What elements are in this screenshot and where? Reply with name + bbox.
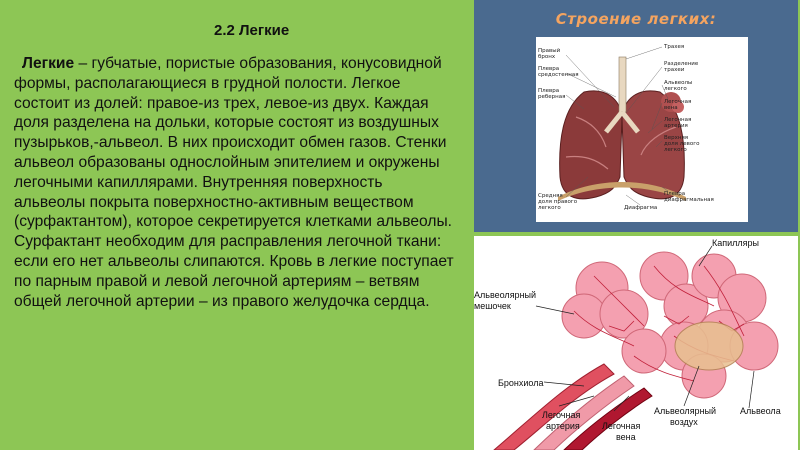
label-pulmonary-vein-top-2: вена bbox=[664, 105, 678, 111]
label-pulmonary-artery-top-2: артерия bbox=[664, 123, 688, 129]
lung-structure-figure bbox=[474, 0, 798, 232]
label-alveolar-sac-2: мешочек bbox=[474, 301, 511, 311]
figure-title: Строение легких: bbox=[555, 10, 717, 28]
label-middle-lobe: Средняя bbox=[538, 193, 563, 199]
section-heading: 2.2 Легкие bbox=[214, 22, 290, 39]
label-middle-lobe-3: легкого bbox=[538, 205, 561, 211]
label-mediastinal-pleura-2: средостенная bbox=[538, 72, 579, 78]
label-right-bronchus: Правый bbox=[538, 48, 561, 54]
label-costal-pleura: Плевра bbox=[538, 88, 560, 94]
label-alveolar-air: Альвеолярный bbox=[654, 406, 717, 416]
label-pulmonary-vein-2: вена bbox=[616, 432, 636, 442]
label-diaphragm: Диафрагма bbox=[624, 205, 658, 211]
label-alveoli: Альвеолы bbox=[664, 80, 693, 86]
label-trachea: Трахея bbox=[664, 44, 685, 50]
label-right-bronchus-2: бронх bbox=[538, 54, 556, 60]
lung-diagram-card bbox=[536, 37, 748, 222]
label-upper-lobe-2: доля левого bbox=[664, 141, 700, 147]
label-capillaries: Капилляры bbox=[712, 238, 759, 248]
label-upper-lobe: Верхняя bbox=[664, 135, 689, 141]
label-upper-lobe-3: легкого bbox=[664, 147, 687, 153]
label-pulmonary-artery-2: артерия bbox=[546, 421, 580, 431]
label-alveolar-sac: Альвеолярный bbox=[474, 290, 537, 300]
paragraph-term: Легкие bbox=[22, 55, 75, 72]
label-pulmonary-artery: Легочная bbox=[542, 410, 581, 420]
label-alveoli-2: легкого bbox=[664, 86, 687, 92]
paragraph-text: – губчатые, пористые образования, конусовидной формы, располагающиеся в грудной полости. Легкое состоит из долей: правое-из трех, левое-из двух. Каждая доля разделена на дольки, которые состоят из воздушных пузырьков,-альвеол. В них происходит обмен газов. Стенки альвеол образованы однослойным эпителием и окружены легочными капиллярами. Внутренняя поверхность альвеолы покрыта поверхностно-активным веществом (сурфактантом), которое секретируется клетками альвеолы. Сурфактант необходим для расправления легочной ткани: если его нет альвеолы слипаются. Кровь в легкие поступает по парным правой и левой легочной артериям – ветвям общей легочной артерии – из правого желудочка сердца. bbox=[14, 55, 454, 310]
label-diaphragmatic-pleura-2: диафрагмальная bbox=[664, 197, 714, 203]
label-diaphragmatic-pleura: Плевра bbox=[664, 191, 686, 197]
label-pulmonary-vein: Легочная bbox=[602, 421, 641, 431]
label-alveolus: Альвеола bbox=[740, 406, 781, 416]
alveoli-figure bbox=[474, 236, 798, 450]
label-trachea-split: Разделение bbox=[664, 61, 699, 67]
section-paragraph bbox=[14, 54, 454, 311]
label-middle-lobe-2: доля правого bbox=[538, 199, 578, 205]
label-costal-pleura-2: реберная bbox=[538, 94, 566, 100]
label-pulmonary-artery-top: Легочная bbox=[664, 117, 692, 123]
label-bronchiole: Бронхиола bbox=[498, 378, 544, 388]
label-trachea-split-2: трахеи bbox=[664, 67, 685, 73]
label-mediastinal-pleura: Плевра bbox=[538, 66, 560, 72]
label-pulmonary-vein-top: Легочная bbox=[664, 99, 692, 105]
lung-diagram bbox=[536, 37, 748, 222]
label-alveolar-air-2: воздух bbox=[670, 417, 698, 427]
alveoli-diagram bbox=[474, 236, 798, 450]
